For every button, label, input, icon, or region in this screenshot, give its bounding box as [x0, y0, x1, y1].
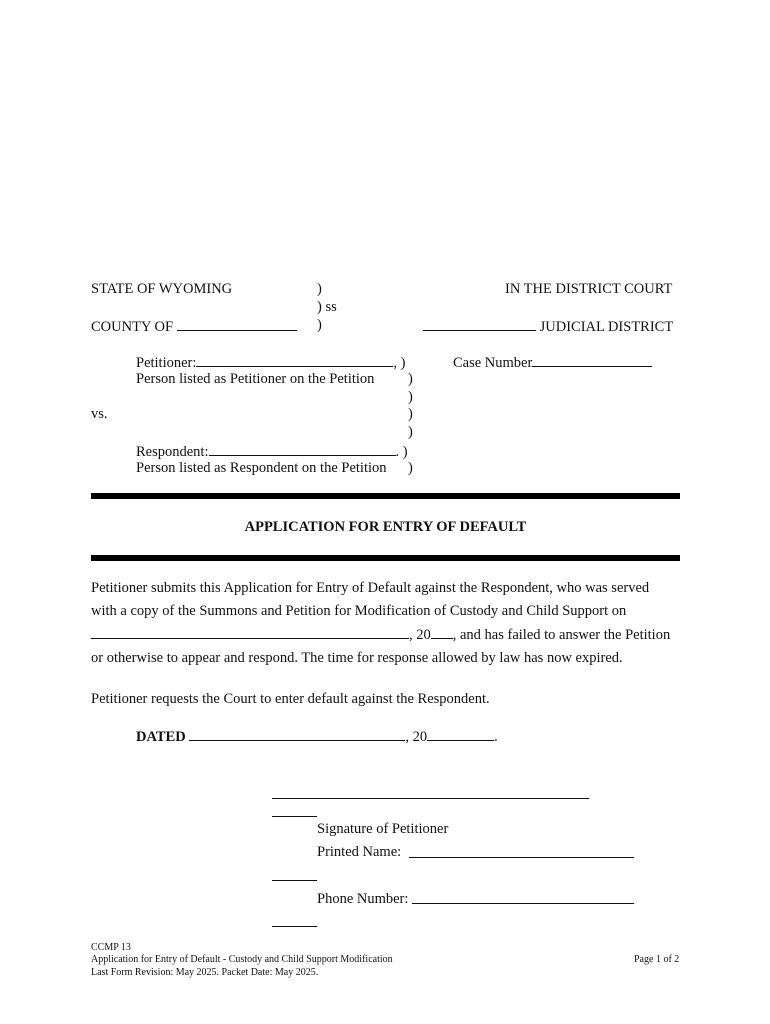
caption-paren: ) — [408, 424, 413, 440]
printed-name-label: Printed Name: — [317, 844, 402, 860]
caption-paren: ) — [317, 281, 322, 297]
county-field[interactable] — [177, 317, 297, 331]
respondent-label: Respondent: . ) — [136, 444, 408, 460]
body-paragraph-2: Petitioner requests the Court to enter default against the Respondent. — [91, 691, 490, 707]
ss-label: ) ss — [317, 299, 337, 315]
vs-label: vs. — [91, 406, 108, 422]
signature-label: Signature of Petitioner — [317, 821, 449, 837]
footer-revision: Last Form Revision: May 2025. Packet Date: May 2025. — [91, 967, 319, 978]
caption-paren: ) — [408, 371, 413, 387]
dated-line: DATED , 20 . — [136, 729, 498, 745]
caption-paren: ) — [408, 406, 413, 422]
state-label: STATE OF WYOMING — [91, 281, 233, 297]
caption-paren: ) — [317, 317, 322, 333]
signature-line[interactable] — [272, 798, 589, 799]
footer-form-title: Application for Entry of Default - Custody and Child Support Modification — [91, 954, 393, 965]
signature-line-tail — [272, 816, 317, 817]
district-label: JUDICIAL DISTRICT — [423, 317, 673, 336]
case-number-field[interactable] — [532, 353, 652, 367]
case-number-label: Case Number — [453, 353, 652, 372]
phone-number-field[interactable] — [412, 903, 634, 904]
document-title: APPLICATION FOR ENTRY OF DEFAULT — [244, 519, 527, 535]
dated-day-field[interactable] — [189, 727, 405, 741]
body-paragraph-1: Petitioner submits this Application for Entry of Default against the Respondent, who was served with a copy of the Summons and Petition for Modification of Custody and Child Support on , 20 , and has failed to answer the Petition or otherwise to appear and respond. The time for response allowed by law has now expired. — [91, 580, 671, 666]
petitioner-field[interactable] — [196, 353, 393, 367]
caption-paren: ) — [408, 389, 413, 405]
petitioner-label: Petitioner: , ) — [136, 355, 406, 371]
printed-name-field[interactable] — [409, 857, 634, 858]
respondent-field[interactable] — [209, 442, 396, 456]
footer-form-code: CCMP 13 — [91, 942, 131, 953]
service-date-field[interactable] — [91, 625, 409, 639]
respondent-description: Person listed as Respondent on the Petition — [136, 460, 387, 476]
footer-page-number: Page 1 of 2 — [634, 954, 680, 965]
court-label: IN THE DISTRICT COURT — [505, 281, 673, 297]
dated-year-field[interactable] — [427, 727, 494, 741]
petitioner-description: Person listed as Petitioner on the Petition — [136, 371, 375, 387]
service-year-field[interactable] — [431, 625, 453, 639]
printed-name-line-tail — [272, 880, 317, 881]
phone-number-label: Phone Number: — [317, 891, 409, 907]
top-divider — [91, 493, 680, 499]
county-label: COUNTY OF — [91, 317, 297, 336]
district-field[interactable] — [423, 317, 536, 331]
phone-line-tail — [272, 926, 317, 927]
caption-paren: ) — [408, 460, 413, 476]
bottom-divider — [91, 555, 680, 561]
